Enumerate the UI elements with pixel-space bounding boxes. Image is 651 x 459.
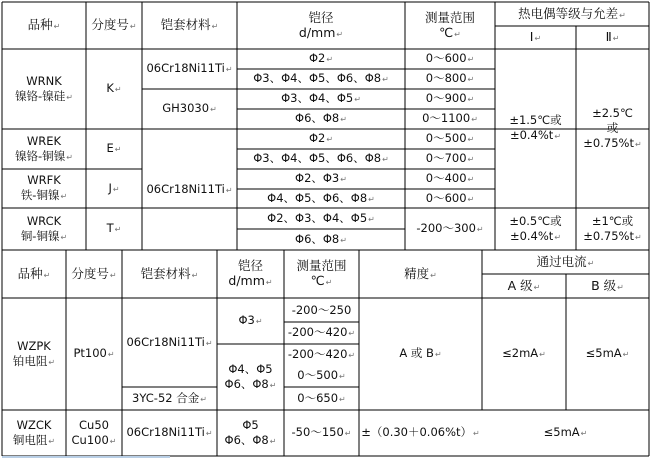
tc-diameter-row-2: Φ3、Φ4、Φ5、Φ6、Φ8↵: [253, 71, 389, 85]
rtd-accuracy-wzpk: A 或 B↵: [399, 346, 442, 360]
tc-diameter-row-1: Φ2↵: [308, 51, 334, 65]
rtd-header-range: 测量范围 ℃↵: [296, 258, 347, 288]
rtd-current-class-a: ≤2mA↵: [502, 346, 546, 360]
tc-range-row-1: 0～600↵: [425, 51, 475, 65]
tc-diameter-row-9: Φ2、Φ3、Φ4、Φ5↵: [267, 210, 375, 225]
rtd-diameter-small: Φ3↵: [238, 313, 263, 327]
tc-tolerance-class2-upper: ±2.5℃ 或 ±0.75%t↵: [583, 105, 642, 150]
tc-tolerance-class1-upper: ±1.5℃或 ±0.4%t↵: [509, 113, 562, 142]
tc-grade-t: T↵: [106, 221, 122, 235]
rtd-current-class-b: ≤5mA↵: [585, 346, 630, 360]
rtd-range-wzck: -50～150↵: [291, 425, 352, 439]
rtd-name-wzpk: WZPK 铂电阻↵: [12, 338, 56, 368]
tc-diameter-row-4: Φ6、Φ8↵: [295, 111, 347, 125]
tc-diameter-row-7: Φ2、Φ3↵: [295, 171, 347, 185]
tc-sheath-steel-ejt: 06Cr18Ni11Ti↵: [146, 181, 233, 196]
tc-range-row-6: 0～700↵: [425, 151, 475, 165]
rtd-range-row-2: -200～420↵: [287, 325, 356, 339]
rtd-header-sheath: 铠套材料↵: [140, 265, 199, 281]
rtd-header-diameter: 铠径 d/mm↵: [228, 258, 273, 288]
tc-name-wrek: WREK 镍铬-铜镍↵: [15, 133, 73, 163]
tc-header-grade: 分度号↵: [91, 17, 137, 32]
tc-grade-j: J↵: [108, 180, 120, 195]
tc-header-class-2: Ⅱ↵: [605, 29, 620, 44]
rtd-header-class-a: A 级↵: [507, 277, 541, 293]
tc-header-name: 品种↵: [27, 17, 61, 32]
rtd-range-row-4: 0～500↵: [297, 368, 346, 382]
tc-sheath-gh3030: GH3030↵: [162, 101, 217, 115]
rtd-header-accuracy: 精度↵: [404, 265, 437, 281]
rtd-name-wzck: WZCK 铜电阻↵: [12, 417, 56, 447]
tc-diameter-row-6: Φ3、Φ4、Φ5、Φ6、Φ8↵: [253, 151, 389, 165]
tc-name-wrfk: WRFK 铁-铜镍↵: [20, 173, 68, 202]
tc-grade-k: K↵: [106, 81, 122, 95]
tc-diameter-row-3: Φ3、Φ4、Φ5↵: [281, 91, 361, 105]
tc-sheath-steel-k: 06Cr18Ni11Ti↵: [146, 61, 233, 75]
rtd-header-grade: 分度号↵: [71, 265, 117, 281]
tc-header-class-1: Ⅰ↵: [529, 29, 542, 44]
tc-range-row-5: 0～500↵: [425, 131, 475, 145]
tc-name-wrnk: WRNK 镍铬-镍硅↵: [15, 73, 73, 103]
tc-tolerance-class2-lower: ±1℃或 ±0.75%t↵: [583, 213, 642, 243]
tc-diameter-row-5: Φ2↵: [308, 131, 334, 145]
rtd-range-row-5: 0～650↵: [297, 390, 346, 405]
tc-grade-e: E↵: [106, 141, 122, 155]
rtd-grade-pt100: Pt100↵: [73, 346, 115, 360]
tc-header-diameter: 铠径 d/mm↵: [298, 9, 344, 40]
rtd-header-current: 通过电流↵: [536, 253, 595, 269]
tc-range-row-7: 0～400↵: [425, 171, 475, 185]
rtd-header-name: 品种↵: [17, 265, 51, 281]
rtd-header-class-b: B 级↵: [591, 277, 624, 293]
tc-range-row-3: 0～900↵: [425, 91, 475, 105]
rtd-current-wzck: ≤5mA↵: [543, 425, 588, 439]
rtd-diameter-wzck: Φ5 Φ6、Φ8↵: [224, 417, 277, 447]
rtd-accuracy-wzck: ±（0.30＋0.06%t）↵: [361, 425, 480, 439]
tc-range-row-2: 0～800↵: [425, 71, 475, 85]
rtd-sheath-wzck: 06Cr18Ni11Ti↵: [126, 425, 213, 439]
tc-header-range: 测量范围 ℃↵: [424, 9, 475, 40]
rtd-sheath-alloy: 3YC-52 合金↵: [132, 390, 207, 405]
rtd-range-row-1: -200～250: [291, 302, 352, 317]
tc-diameter-row-8: Φ4、Φ5、Φ6、Φ8↵: [267, 190, 375, 205]
selection-underline: [2, 456, 170, 458]
rtd-diameter-large: Φ4、Φ5 Φ6、Φ8↵: [224, 361, 277, 391]
rtd-grade-cu: Cu50 Cu100↵: [71, 417, 117, 447]
tc-diameter-row-10: Φ6、Φ8↵: [295, 231, 347, 246]
tc-header-sheath: 铠套材料↵: [160, 17, 219, 32]
tc-range-row-4: 0～1100↵: [422, 111, 478, 125]
rtd-sheath-steel: 06Cr18Ni11Ti↵: [126, 334, 213, 349]
tc-header-tolerance: 热电偶等级与允差↵: [518, 5, 626, 21]
tc-name-wrck: WRCK 铜-铜镍↵: [20, 213, 68, 243]
tc-tolerance-class1-lower: ±0.5℃或 ±0.4%t↵: [509, 213, 562, 243]
rtd-range-row-3: -200～420↵: [287, 346, 356, 361]
tc-range-row-8: 0～600↵: [425, 190, 475, 205]
tc-range-row-9: -200～300↵: [416, 221, 484, 235]
